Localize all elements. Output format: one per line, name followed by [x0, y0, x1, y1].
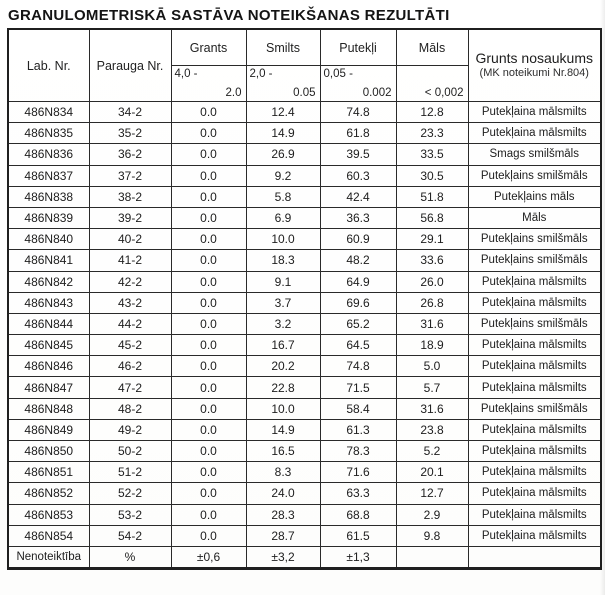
parauga-nr-cell: 40-2 [89, 229, 171, 250]
table-row [8, 335, 601, 356]
lab-nr-cell: 486N843 [8, 292, 89, 313]
mals-cell: 30.5 [396, 165, 468, 186]
grunts-nosaukums-cell [468, 546, 601, 568]
grunts-nosaukums-cell: Putekļains māls [468, 186, 601, 207]
mals-cell: 12.8 [396, 102, 468, 123]
grunts-nosaukums-cell: Putekļaina mālsmilts [468, 271, 601, 292]
mals-cell: 29.1 [396, 229, 468, 250]
smilts-cell: 16.5 [246, 441, 320, 462]
grants-cell: 0.0 [171, 462, 246, 483]
range-putekli-from: 0,05 - [323, 68, 353, 80]
smilts-cell: 22.8 [246, 377, 320, 398]
col-header-parauga-nr: Parauga Nr. [89, 29, 171, 102]
lab-nr-cell: 486N848 [8, 398, 89, 419]
table-row [8, 483, 601, 504]
mals-cell: 12.7 [396, 483, 468, 504]
putekli-cell: 71.6 [320, 462, 396, 483]
smilts-cell: 9.1 [246, 271, 320, 292]
smilts-cell: 10.0 [246, 229, 320, 250]
smilts-cell: 5.8 [246, 186, 320, 207]
table-row [8, 102, 601, 123]
lab-nr-cell: 486N842 [8, 271, 89, 292]
lab-nr-cell: 486N837 [8, 165, 89, 186]
grunts-nosaukums-cell: Putekļains smilšmāls [468, 229, 601, 250]
parauga-nr-cell: 48-2 [89, 398, 171, 419]
range-grants-from: 4,0 - [174, 68, 198, 80]
range-smilts-to: 0.05 [293, 87, 316, 99]
table-row [8, 419, 601, 440]
grants-cell: 0.0 [171, 250, 246, 271]
grunts-nosaukums-cell: Putekļaina mālsmilts [468, 504, 601, 525]
mals-cell: 9.8 [396, 525, 468, 546]
putekli-cell: 58.4 [320, 398, 396, 419]
putekli-cell: 61.8 [320, 123, 396, 144]
grunts-nosaukums-cell: Putekļaina mālsmilts [468, 441, 601, 462]
col-header-mals: Māls [396, 29, 468, 66]
grunts-nosaukums-cell: Putekļaina mālsmilts [468, 102, 601, 123]
range-putekli [320, 66, 396, 102]
table-row [8, 504, 601, 525]
grants-cell: 0.0 [171, 356, 246, 377]
mals-cell: 51.8 [396, 186, 468, 207]
table-row [8, 144, 601, 165]
smilts-cell: 14.9 [246, 123, 320, 144]
table-row [8, 377, 601, 398]
grants-cell: 0.0 [171, 207, 246, 228]
grants-cell: 0.0 [171, 398, 246, 419]
parauga-nr-cell: % [89, 546, 171, 568]
grunts-nosaukums-cell: Smags smilšmāls [468, 144, 601, 165]
lab-nr-cell: 486N847 [8, 377, 89, 398]
table-row [8, 441, 601, 462]
grants-cell: 0.0 [171, 271, 246, 292]
grunts-nosaukums-cell: Putekļaina mālsmilts [468, 419, 601, 440]
smilts-cell: 16.7 [246, 335, 320, 356]
grants-cell: 0.0 [171, 144, 246, 165]
grunts-nosaukums-cell: Putekļaina mālsmilts [468, 356, 601, 377]
putekli-cell: 74.8 [320, 356, 396, 377]
grunts-nosaukums-cell: Putekļaina mālsmilts [468, 292, 601, 313]
putekli-cell: 60.9 [320, 229, 396, 250]
table-header [8, 29, 601, 102]
lab-nr-cell: Nenoteiktība [8, 546, 89, 568]
table-row [8, 229, 601, 250]
table-row [8, 271, 601, 292]
table-row [8, 525, 601, 546]
putekli-cell: 39.5 [320, 144, 396, 165]
table-row [8, 313, 601, 334]
col-header-lab-nr: Lab. Nr. [8, 29, 89, 102]
parauga-nr-cell: 35-2 [89, 123, 171, 144]
grants-cell: 0.0 [171, 419, 246, 440]
lab-nr-cell: 486N854 [8, 525, 89, 546]
parauga-nr-cell: 46-2 [89, 356, 171, 377]
parauga-nr-cell: 50-2 [89, 441, 171, 462]
putekli-cell: 69.6 [320, 292, 396, 313]
parauga-nr-cell: 45-2 [89, 335, 171, 356]
smilts-cell: 28.3 [246, 504, 320, 525]
grants-cell: 0.0 [171, 292, 246, 313]
table-row [8, 165, 601, 186]
parauga-nr-cell: 39-2 [89, 207, 171, 228]
smilts-cell: ±3,2 [246, 546, 320, 568]
table-row [8, 398, 601, 419]
mals-cell: 18.9 [396, 335, 468, 356]
range-grants [171, 66, 246, 102]
lab-nr-cell: 486N846 [8, 356, 89, 377]
col-header-grants: Grants [171, 29, 246, 66]
smilts-cell: 28.7 [246, 525, 320, 546]
table-body [8, 102, 601, 569]
lab-nr-cell: 486N853 [8, 504, 89, 525]
range-grants-to: 2.0 [225, 87, 242, 99]
grants-cell: 0.0 [171, 483, 246, 504]
parauga-nr-cell: 34-2 [89, 102, 171, 123]
table-row [8, 186, 601, 207]
parauga-nr-cell: 51-2 [89, 462, 171, 483]
results-table [7, 28, 602, 570]
parauga-nr-cell: 36-2 [89, 144, 171, 165]
parauga-nr-cell: 44-2 [89, 313, 171, 334]
range-mals [396, 66, 468, 102]
lab-nr-cell: 486N838 [8, 186, 89, 207]
grunts-nosaukums-cell: Putekļaina mālsmilts [468, 335, 601, 356]
lab-nr-cell: 486N835 [8, 123, 89, 144]
grunts-nosaukums-cell: Putekļains smilšmāls [468, 313, 601, 334]
table-row [8, 292, 601, 313]
putekli-cell: 60.3 [320, 165, 396, 186]
grunts-nosaukums-cell: Putekļains smilšmāls [468, 165, 601, 186]
lab-nr-cell: 486N852 [8, 483, 89, 504]
lab-nr-cell: 486N836 [8, 144, 89, 165]
col-header-grunts-nosaukums [468, 29, 601, 102]
smilts-cell: 24.0 [246, 483, 320, 504]
lab-nr-cell: 486N834 [8, 102, 89, 123]
mals-cell: 5.2 [396, 441, 468, 462]
mals-cell [396, 546, 468, 568]
mals-cell: 5.0 [396, 356, 468, 377]
mals-cell: 5.7 [396, 377, 468, 398]
smilts-cell: 8.3 [246, 462, 320, 483]
mals-cell: 20.1 [396, 462, 468, 483]
parauga-nr-cell: 54-2 [89, 525, 171, 546]
parauga-nr-cell: 41-2 [89, 250, 171, 271]
parauga-nr-cell: 43-2 [89, 292, 171, 313]
putekli-cell: 63.3 [320, 483, 396, 504]
putekli-cell: 61.5 [320, 525, 396, 546]
mals-cell: 26.8 [396, 292, 468, 313]
smilts-cell: 9.2 [246, 165, 320, 186]
lab-nr-cell: 486N841 [8, 250, 89, 271]
putekli-cell: 48.2 [320, 250, 396, 271]
putekli-cell: 64.5 [320, 335, 396, 356]
grunts-nosaukums-cell: Putekļaina mālsmilts [468, 377, 601, 398]
grants-cell: 0.0 [171, 377, 246, 398]
lab-nr-cell: 486N840 [8, 229, 89, 250]
grants-cell: 0.0 [171, 186, 246, 207]
grunts-nosaukums-cell: Putekļaina mālsmilts [468, 462, 601, 483]
table-row [8, 207, 601, 228]
lab-nr-cell: 486N849 [8, 419, 89, 440]
table-row [8, 250, 601, 271]
lab-nr-cell: 486N845 [8, 335, 89, 356]
mals-cell: 33.6 [396, 250, 468, 271]
mals-cell: 2.9 [396, 504, 468, 525]
mals-cell: 31.6 [396, 398, 468, 419]
smilts-cell: 3.2 [246, 313, 320, 334]
mals-cell: 33.5 [396, 144, 468, 165]
grants-cell: 0.0 [171, 229, 246, 250]
col-header-smilts: Smilts [246, 29, 320, 66]
grants-cell: 0.0 [171, 313, 246, 334]
parauga-nr-cell: 49-2 [89, 419, 171, 440]
lab-nr-cell: 486N850 [8, 441, 89, 462]
page-title: GRANULOMETRISKĀ SASTĀVA NOTEIKŠANAS REZULTĀTI [8, 7, 450, 24]
putekli-cell: 71.5 [320, 377, 396, 398]
grants-cell: 0.0 [171, 123, 246, 144]
putekli-cell: 74.8 [320, 102, 396, 123]
mals-cell: 23.3 [396, 123, 468, 144]
range-putekli-to: 0.002 [362, 87, 392, 99]
range-smilts-from: 2,0 - [249, 68, 273, 80]
mals-cell: 31.6 [396, 313, 468, 334]
smilts-cell: 26.9 [246, 144, 320, 165]
smilts-cell: 18.3 [246, 250, 320, 271]
mals-cell: 23.8 [396, 419, 468, 440]
putekli-cell: 68.8 [320, 504, 396, 525]
smilts-cell: 10.0 [246, 398, 320, 419]
range-mals-to: < 0,002 [424, 87, 464, 99]
smilts-cell: 14.9 [246, 419, 320, 440]
parauga-nr-cell: 53-2 [89, 504, 171, 525]
grunts-nosaukums-title: Grunts nosaukums [475, 49, 593, 66]
putekli-cell: 64.9 [320, 271, 396, 292]
parauga-nr-cell: 47-2 [89, 377, 171, 398]
putekli-cell: 78.3 [320, 441, 396, 462]
table-row [8, 356, 601, 377]
range-mals-from [397, 66, 468, 81]
smilts-cell: 3.7 [246, 292, 320, 313]
grunts-nosaukums-cell: Putekļaina mālsmilts [468, 483, 601, 504]
grants-cell: ±0,6 [171, 546, 246, 568]
parauga-nr-cell: 38-2 [89, 186, 171, 207]
parauga-nr-cell: 52-2 [89, 483, 171, 504]
lab-nr-cell: 486N844 [8, 313, 89, 334]
grunts-nosaukums-cell: Putekļaina mālsmilts [468, 123, 601, 144]
parauga-nr-cell: 42-2 [89, 271, 171, 292]
grants-cell: 0.0 [171, 441, 246, 462]
grants-cell: 0.0 [171, 165, 246, 186]
parauga-nr-cell: 37-2 [89, 165, 171, 186]
grants-cell: 0.0 [171, 335, 246, 356]
smilts-cell: 20.2 [246, 356, 320, 377]
smilts-cell: 6.9 [246, 207, 320, 228]
putekli-cell: ±1,3 [320, 546, 396, 568]
putekli-cell: 42.4 [320, 186, 396, 207]
lab-nr-cell: 486N839 [8, 207, 89, 228]
table-row [8, 123, 601, 144]
range-smilts [246, 66, 320, 102]
grunts-nosaukums-cell: Putekļains smilšmāls [468, 398, 601, 419]
grants-cell: 0.0 [171, 504, 246, 525]
putekli-cell: 36.3 [320, 207, 396, 228]
grants-cell: 0.0 [171, 102, 246, 123]
grunts-nosaukums-cell: Putekļaina mālsmilts [468, 525, 601, 546]
putekli-cell: 65.2 [320, 313, 396, 334]
grunts-nosaukums-cell: Putekļains smilšmāls [468, 250, 601, 271]
uncertainty-row [8, 546, 601, 568]
grunts-nosaukums-subtitle: (MK noteikumi Nr.804) [479, 67, 589, 80]
lab-nr-cell: 486N851 [8, 462, 89, 483]
grunts-nosaukums-cell: Māls [468, 207, 601, 228]
grants-cell: 0.0 [171, 525, 246, 546]
col-header-putekli: Putekļi [320, 29, 396, 66]
table-row [8, 462, 601, 483]
putekli-cell: 61.3 [320, 419, 396, 440]
mals-cell: 56.8 [396, 207, 468, 228]
smilts-cell: 12.4 [246, 102, 320, 123]
mals-cell: 26.0 [396, 271, 468, 292]
